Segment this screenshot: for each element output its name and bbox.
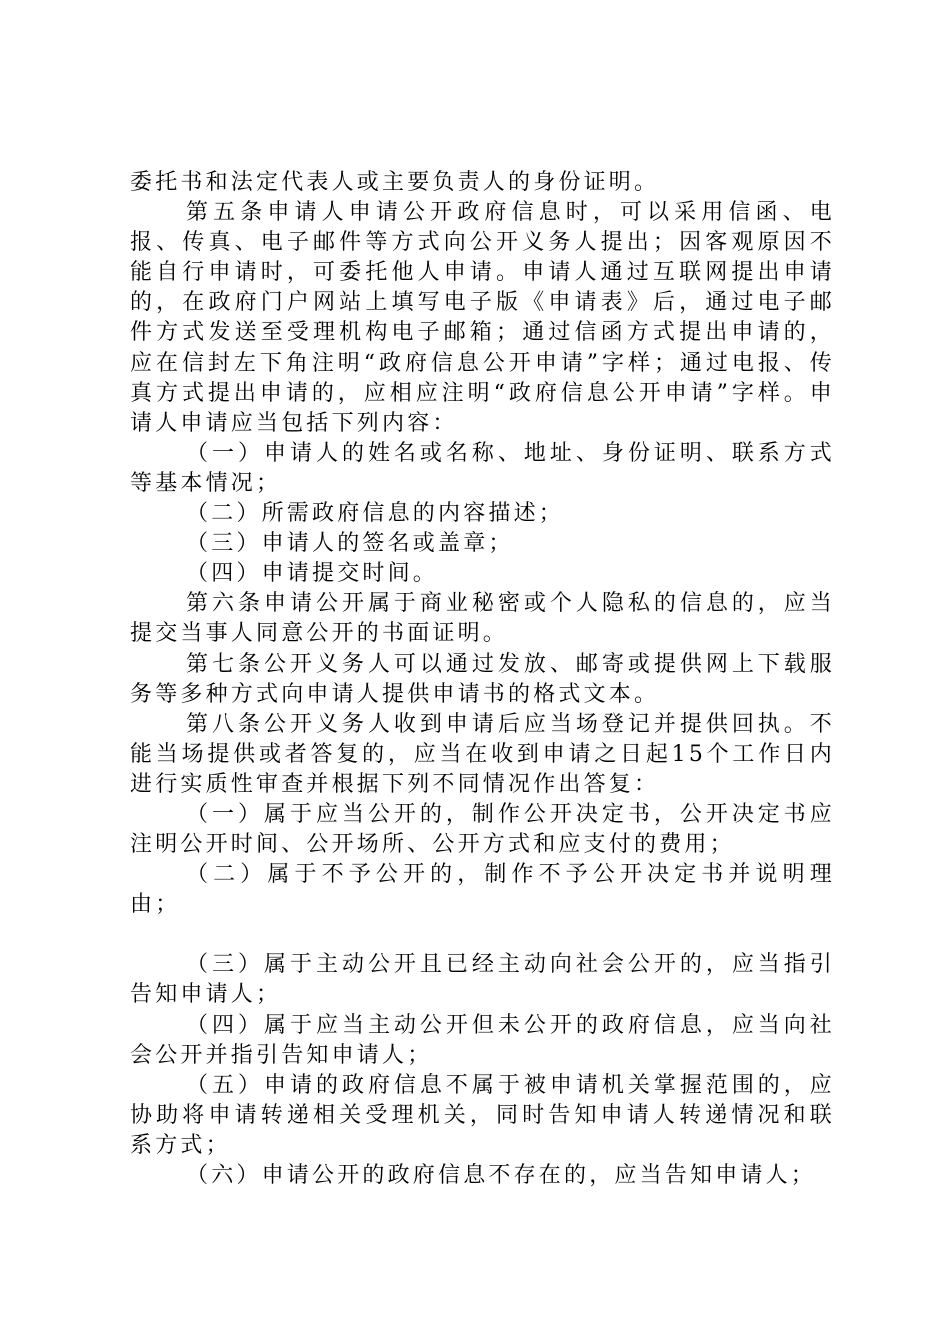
paragraph-1: 委托书和法定代表人或主要负责人的身份证明。 — [130, 170, 660, 195]
paragraph-reply-6: （六）申请公开的政府信息不存在的，应当告知申请人； — [186, 1163, 817, 1188]
paragraph-article-6: 第六条申请公开属于商业秘密或个人隐私的信息的，应当提交当事人同意公开的书面证明。 — [130, 591, 835, 647]
paragraph-reply-5: （五）申请的政府信息不属于被申请机关掌握范围的，应协助将申请转递相关受理机关，同时告知申请人转递情况和联系方式； — [130, 1072, 835, 1158]
document-body — [130, 168, 835, 1191]
paragraph-article-5: 第五条申请人申请公开政府信息时，可以采用信函、电报、传真、电子邮件等方式向公开义务人提出；因客观原因不能自行申请时，可委托他人申请。申请人通过互联网提出申请的，在政府门户网站上填写电子版《申请表》后，通过电子邮件方式发送至受理机构电子邮箱；通过信函方式提出申请的，应在信封左下角注明“政府信息公开申请”字样；通过电报、传真方式提出申请的，应相应注明“政府信息公开申请”字样。申请人申请应当包括下列内容： — [130, 200, 835, 436]
blank-line — [130, 920, 835, 950]
paragraph-reply-3: （三）属于主动公开且已经主动向社会公开的，应当指引告知申请人； — [130, 952, 835, 1008]
paragraph-item-3: （三）申请人的签名或盖章； — [186, 531, 514, 557]
paragraph-article-8: 第八条公开义务人收到申请后应当场登记并提供回执。不能当场提供或者答复的，应当在收到申请之日起15个工作日内进行实质性审查并根据下列不同情况作出答复： — [130, 711, 835, 797]
paragraph-reply-1: （一）属于应当公开的，制作公开决定书，公开决定书应注明公开时间、公开场所、公开方式和应支付的费用； — [130, 801, 835, 858]
paragraph-reply-2: （二）属于不予公开的，制作不予公开决定书并说明理由； — [130, 862, 835, 918]
paragraph-reply-4: （四）属于应当主动公开但未公开的政府信息，应当向社会公开并指引告知申请人； — [130, 1012, 835, 1068]
paragraph-item-2: （二）所需政府信息的内容描述； — [186, 501, 565, 527]
paragraph-item-1: （一）申请人的姓名或名称、地址、身份证明、联系方式等基本情况； — [130, 440, 835, 496]
paragraph-item-4: （四）申请提交时间。 — [186, 561, 439, 587]
paragraph-article-7: 第七条公开义务人可以通过发放、邮寄或提供网上下载服务等多种方式向申请人提供申请书的格式文本。 — [130, 651, 835, 707]
